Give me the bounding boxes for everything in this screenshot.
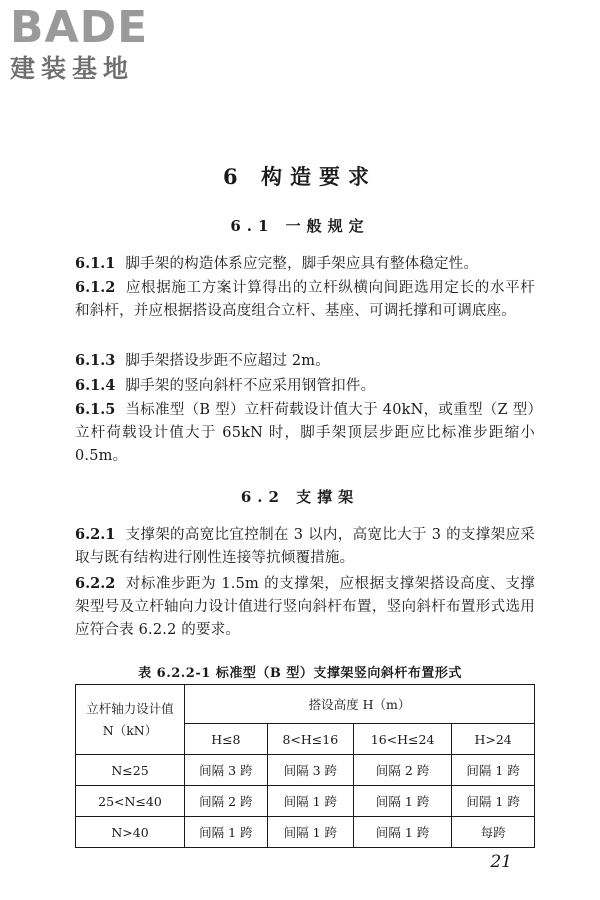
column-header: 16<H≤24	[353, 724, 451, 755]
clause-6-1-5	[75, 398, 535, 468]
chapter-title: 6 构造要求	[223, 164, 377, 189]
clause-6-2-1	[75, 523, 535, 570]
clause-6-1-3	[75, 349, 535, 373]
table-cell: 间隔 2 跨	[185, 786, 268, 817]
section-title: 6.2 支撑架	[240, 488, 360, 506]
table-row	[76, 786, 535, 817]
clause-6-2-2	[75, 572, 535, 642]
clause-number: 6.1.2	[75, 279, 116, 296]
row-label: 25<N≤40	[76, 786, 185, 817]
clause-6-1-2	[75, 276, 535, 323]
table-cell: 间隔 3 跨	[185, 755, 268, 786]
logo-wordmark: BADE	[10, 2, 149, 53]
diagonal-bar-table	[75, 684, 535, 848]
table-cell: 间隔 1 跨	[353, 817, 451, 848]
table-cell: 间隔 3 跨	[267, 755, 353, 786]
row-label: N≤25	[76, 755, 185, 786]
column-group-header: 搭设高度 H（m）	[185, 685, 535, 724]
table-row	[76, 755, 535, 786]
clause-text: 支撑架的高宽比宜控制在 3 以内，高宽比大于 3 的支撑架应采取与既有结构进行刚性连接等抗倾覆措施。	[75, 527, 535, 566]
clause-6-1-4	[75, 374, 535, 398]
clause-number: 6.2.2	[75, 575, 116, 592]
table-cell: 间隔 2 跨	[353, 755, 451, 786]
table-cell: 间隔 1 跨	[185, 817, 268, 848]
clause-text: 应根据施工方案计算得出的立杆纵横向间距选用定长的水平杆和斜杆，并应根据搭设高度组合立杆、基座、可调托撑和可调底座。	[75, 280, 535, 319]
clause-text: 当标准型（B 型）立杆荷载设计值大于 40kN，或重型（Z 型）立杆荷载设计值大于 65kN 时，脚手架顶层步距应比标准步距缩小 0.5m。	[75, 402, 535, 464]
bade-logo	[10, 4, 185, 84]
row-header-line: N（kN）	[102, 722, 158, 738]
table-cell: 间隔 1 跨	[452, 786, 535, 817]
clause-number: 6.2.1	[75, 526, 116, 543]
logo-subtitle: 建装基地	[10, 54, 135, 83]
clause-6-1-1	[75, 252, 535, 276]
section-title: 6.1 一般规定	[230, 217, 370, 235]
column-header: H≤8	[185, 724, 268, 755]
clause-text: 脚手架的竖向斜杆不应采用钢管扣件。	[125, 378, 376, 394]
table-cell: 间隔 1 跨	[267, 817, 353, 848]
clause-number: 6.1.1	[75, 255, 116, 272]
table-title: 表 6.2.2-1 标准型（B 型）支撑架竖向斜杆布置形式	[138, 666, 462, 681]
column-header: H>24	[452, 724, 535, 755]
clause-text: 对标准步距为 1.5m 的支撑架，应根据支撑架搭设高度、支撑架型号及立杆轴向力设计值进行竖向斜杆布置，竖向斜杆布置形式选用应符合表 6.2.2 的要求。	[75, 576, 535, 638]
clause-number: 6.1.3	[75, 352, 116, 369]
row-label: N>40	[76, 817, 185, 848]
table-cell: 间隔 1 跨	[353, 786, 451, 817]
table-cell: 间隔 1 跨	[267, 786, 353, 817]
clause-number: 6.1.5	[75, 401, 116, 418]
clause-number: 6.1.4	[75, 377, 116, 394]
table-cell: 每跨	[452, 817, 535, 848]
clause-text: 脚手架搭设步距不应超过 2m。	[125, 353, 330, 369]
table-cell: 间隔 1 跨	[452, 755, 535, 786]
table-row	[76, 817, 535, 848]
clause-text: 脚手架的构造体系应完整，脚手架应具有整体稳定性。	[125, 256, 479, 272]
row-header-cell	[76, 685, 185, 755]
row-header-line: 立杆轴力设计值	[86, 700, 174, 716]
page-number: 21	[490, 852, 512, 872]
column-header: 8<H≤16	[267, 724, 353, 755]
